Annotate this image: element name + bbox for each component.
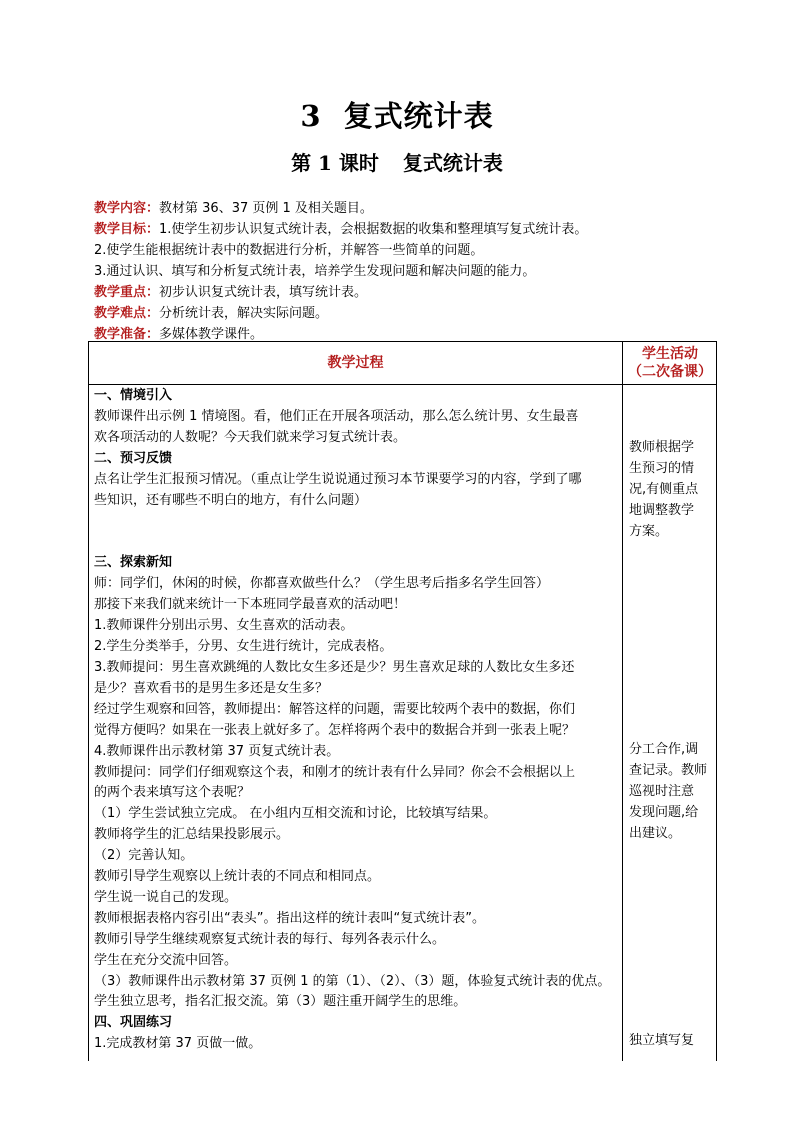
process-line: 学生在充分交流中回答。 bbox=[94, 952, 238, 968]
info-label: 教学内容： bbox=[94, 201, 160, 216]
process-line: 1.教师课件分别出示男、女生喜欢的活动表。 bbox=[94, 618, 354, 634]
process-line: 的两个表来填写这个表呢？ bbox=[94, 785, 251, 801]
side-note-line: 分工合作,调 bbox=[629, 742, 699, 757]
info-text: 3.通过认识、填写和分析复式统计表，培养学生发现问题和解决问题的能力。 bbox=[94, 264, 536, 279]
process-line: （1）学生尝试独立完成。 在小组内互相交流和讨论，比较填写结果。 bbox=[94, 806, 497, 822]
chapter-number: 3 bbox=[300, 99, 322, 133]
column-header-process: 教学过程 bbox=[327, 355, 384, 371]
info-text: 初步认识复式统计表，填写统计表。 bbox=[159, 285, 368, 300]
process-line: 些知识，还有哪些不明白的地方，有什么问题） bbox=[94, 492, 368, 508]
process-line: 教师引导学生继续观察复式统计表的每行、每列各表示什么。 bbox=[94, 931, 446, 947]
process-line: 1.完成教材第 37 页做一做。 bbox=[94, 1036, 262, 1052]
side-note-explore bbox=[629, 739, 711, 844]
info-row-goal-3 bbox=[94, 261, 734, 282]
lesson-title: 复式统计表 bbox=[402, 151, 503, 175]
process-line: 4.教师课件出示教材第 37 页复式统计表。 bbox=[94, 743, 340, 759]
info-row-difficulty bbox=[94, 303, 734, 324]
process-line: 教师根据表格内容引出“表头”。指出这样的统计表叫“复式统计表”。 bbox=[94, 910, 485, 926]
process-line: 3.教师提问：男生喜欢跳绳的人数比女生多还是少？男生喜欢足球的人数比女生多还 bbox=[94, 659, 575, 675]
column-header-line: 学生活动 bbox=[642, 346, 698, 362]
process-line: 欢各项活动的人数呢？今天我们就来学习复式统计表。 bbox=[94, 429, 407, 445]
chapter-title: 复式统计表 bbox=[343, 99, 494, 133]
lesson-heading bbox=[0, 147, 794, 176]
process-line: 教师课件出示例 1 情境图。看，他们正在开展各项活动，那么怎么统计男、女生最喜 bbox=[94, 408, 579, 424]
side-note-line: 出建议。 bbox=[629, 826, 682, 841]
lesson-number: 第 1 课时 bbox=[291, 151, 379, 175]
process-line: 教师提问：同学们仔细观察这个表，和刚才的统计表有什么异同？你会不会根据以上 bbox=[94, 764, 576, 780]
info-text: 多媒体教学课件。 bbox=[159, 327, 264, 342]
side-note-line: 独立填写复 bbox=[629, 1033, 695, 1048]
process-line: 觉得方便吗？如果在一张表上就好多了。怎样将两个表中的数据合并到一张表上呢？ bbox=[94, 722, 576, 738]
section-heading: 四、巩固练习 bbox=[94, 1015, 173, 1031]
section-heading: 三、探索新知 bbox=[94, 555, 173, 571]
process-line: 教师引导学生观察以上统计表的不同点和相同点。 bbox=[94, 869, 381, 885]
side-note-line: 巡视时注意 bbox=[629, 784, 695, 799]
section-heading: 二、预习反馈 bbox=[94, 450, 173, 466]
lesson-info bbox=[94, 198, 734, 345]
page-title bbox=[0, 94, 794, 135]
process-line: 教师将学生的汇总结果投影展示。 bbox=[94, 827, 290, 843]
process-line: 那接下来我们就来统计一下本班同学最喜欢的活动吧！ bbox=[94, 597, 407, 613]
side-note-line: 地调整教学 bbox=[629, 503, 695, 518]
section-heading: 一、情境引入 bbox=[94, 388, 173, 403]
teaching-process-table bbox=[88, 341, 717, 1061]
process-line: 经过学生观察和回答，教师提出：解答这样的问题，需要比较两个表中的数据，你们 bbox=[94, 701, 576, 717]
process-line: 2.学生分类举手，分男、女生进行统计，完成表格。 bbox=[94, 639, 393, 655]
side-note-practice bbox=[629, 1030, 711, 1051]
process-line: 学生独立思考，指名汇报交流。第（3）题注重开阔学生的思维。 bbox=[94, 994, 467, 1010]
side-note-line: 生预习的情 bbox=[629, 461, 695, 476]
info-label: 教学准备： bbox=[94, 327, 160, 342]
info-row-goals bbox=[94, 219, 734, 240]
process-line: （2）完善认知。 bbox=[94, 848, 194, 864]
info-label: 教学难点： bbox=[94, 306, 160, 321]
column-header-student-activity bbox=[623, 345, 717, 381]
process-line: 点名让学生汇报预习情况。（重点让学生说说通过预习本节课要学习的内容，学到了哪 bbox=[94, 471, 582, 487]
process-line: 学生说一说自己的发现。 bbox=[94, 889, 238, 905]
side-note-line: 发现问题,给 bbox=[629, 805, 699, 820]
info-text: 2.使学生能根据统计表中的数据进行分析，并解答一些简单的问题。 bbox=[94, 243, 484, 258]
info-row-key-point bbox=[94, 282, 734, 303]
process-line: （3）教师课件出示教材第 37 页例 1 的第（1）、（2）、（3）题，体验复式统计表的优点。 bbox=[94, 973, 611, 989]
info-row-content bbox=[94, 198, 734, 219]
side-note-preview bbox=[629, 437, 711, 542]
info-label: 教学重点： bbox=[94, 285, 160, 300]
side-note-line: 教师根据学 bbox=[629, 440, 695, 455]
process-content bbox=[94, 386, 619, 1055]
info-text: 分析统计表，解决实际问题。 bbox=[159, 306, 329, 321]
info-label: 教学目标： bbox=[94, 222, 160, 237]
header-divider bbox=[89, 384, 716, 385]
info-text: 教材第 36、37 页例 1 及相关题目。 bbox=[159, 201, 373, 216]
column-divider bbox=[622, 342, 623, 1061]
info-text: 1.使学生初步认识复式统计表，会根据数据的收集和整理填写复式统计表。 bbox=[159, 222, 588, 237]
column-header-line: （二次备课） bbox=[628, 364, 712, 380]
side-note-line: 况,有侧重点 bbox=[629, 482, 699, 497]
info-row-goal-2 bbox=[94, 240, 734, 261]
side-note-line: 查记录。教师 bbox=[629, 763, 708, 778]
side-note-line: 方案。 bbox=[629, 524, 669, 539]
process-line: 师：同学们，休闲的时候，你都喜欢做些什么？（学生思考后指多名学生回答） bbox=[94, 576, 550, 592]
process-line: 是少？喜欢看书的是男生多还是女生多？ bbox=[94, 680, 329, 696]
blank-space bbox=[94, 511, 619, 553]
